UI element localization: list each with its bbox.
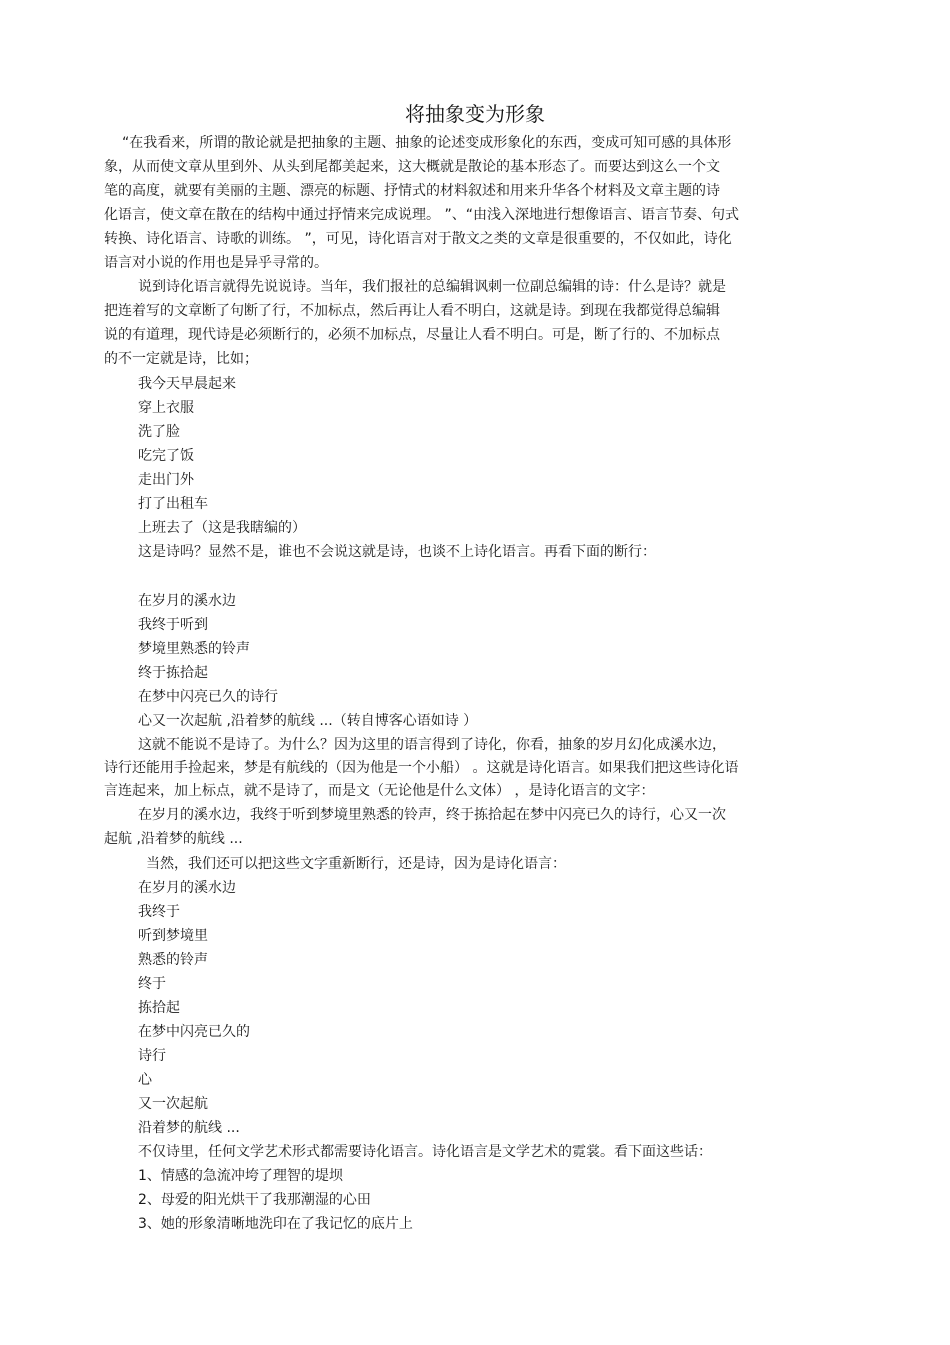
poem1-line: 走出门外 (138, 472, 194, 488)
poem2-line: 梦境里熟悉的铃声 (138, 641, 250, 657)
poem2-line: 心又一次起航 ,沿着梦的航线 ...（转自博客心语如诗 ） (138, 713, 478, 729)
poem1-line: 我今天早晨起来 (138, 376, 236, 392)
para6-line: 当然，我们还可以把这些文字重新断行，还是诗，因为是诗化语言： (146, 856, 566, 872)
example-item: 2、母爱的阳光烘干了我那潮湿的心田 (138, 1192, 371, 1208)
para5-line-2: 起航 ,沿着梦的航线 ... (104, 831, 243, 847)
poem3-line: 在岁月的溪水边 (138, 880, 236, 896)
poem3-line: 诗行 (138, 1048, 166, 1064)
para7-line: 不仅诗里，任何文学艺术形式都需要诗化语言。诗化语言是文学艺术的霓裳。看下面这些话： (138, 1144, 712, 1160)
poem1-line: 穿上衣服 (138, 400, 194, 416)
poem1-line: 吃完了饭 (138, 448, 194, 464)
document-title: 将抽象变为形象 (405, 102, 545, 126)
poem2-line: 我终于听到 (138, 617, 208, 633)
para4-line-1: 这就不能说不是诗了。为什么？因为这里的语言得到了诗化，你看，抽象的岁月幻化成溪水边， (138, 737, 726, 753)
poem2-line: 在梦中闪亮已久的诗行 (138, 689, 278, 705)
para2-line-3: 说的有道理，现代诗是必须断行的，必须不加标点，尽量让人看不明白。可是，断了行的、不加标点 (104, 327, 720, 343)
para2-line-1: 说到诗化语言就得先说说诗。当年，我们报社的总编辑讽刺一位副总编辑的诗：什么是诗？就是 (138, 279, 726, 295)
poem3-line: 心 (138, 1072, 152, 1088)
para1-line-1: “在我看来，所谓的散论就是把抽象的主题、抽象的论述变成形象化的东西，变成可知可感的具体形 (122, 135, 732, 151)
para2-line-4: 的不一定就是诗，比如； (104, 351, 258, 367)
poem3-line: 听到梦境里 (138, 928, 208, 944)
poem1-line: 打了出租车 (138, 496, 208, 512)
poem3-line: 拣拾起 (138, 1000, 180, 1016)
para4-line-2: 诗行还能用手捡起来，梦是有航线的（因为他是一个小船） 。这就是诗化语言。如果我们把这些诗化语 (104, 760, 739, 776)
poem3-line: 沿着梦的航线 ... (138, 1120, 240, 1136)
para5-line-1: 在岁月的溪水边，我终于听到梦境里熟悉的铃声，终于拣拾起在梦中闪亮已久的诗行，心又一次 (138, 807, 726, 823)
poem3-line: 熟悉的铃声 (138, 952, 208, 968)
example-item: 1、情感的急流冲垮了理智的堤坝 (138, 1168, 343, 1184)
poem1-line: 洗了脸 (138, 424, 180, 440)
para1-line-5: 转换、诗化语言、诗歌的训练。 ”，可见，诗化语言对于散文之类的文章是很重要的，不仅如此，诗化 (104, 231, 732, 247)
para2-line-2: 把连着写的文章断了句断了行，不加标点，然后再让人看不明白，这就是诗。到现在我都觉得总编辑 (104, 303, 720, 319)
poem3-line: 在梦中闪亮已久的 (138, 1024, 250, 1040)
para3-line: 这是诗吗？显然不是，谁也不会说这就是诗，也谈不上诗化语言。再看下面的断行： (138, 544, 656, 560)
para1-line-6: 语言对小说的作用也是异乎寻常的。 (104, 255, 328, 271)
poem2-line: 在岁月的溪水边 (138, 593, 236, 609)
poem3-line: 我终于 (138, 904, 180, 920)
para1-line-4: 化语言，使文章在散在的结构中通过抒情来完成说理。 ”、“由浅入深地进行想像语言、语言节奏、句式 (104, 207, 739, 223)
para1-line-3: 笔的高度，就要有美丽的主题、漂亮的标题、抒情式的材料叙述和用来升华各个材料及文章主题的诗 (104, 183, 720, 199)
poem3-line: 终于 (138, 976, 166, 992)
poem3-line: 又一次起航 (138, 1096, 208, 1112)
poem2-line: 终于拣拾起 (138, 665, 208, 681)
para1-line-2: 象，从而使文章从里到外、从头到尾都美起来，这大概就是散论的基本形态了。而要达到这么一个文 (104, 159, 720, 175)
para4-line-3: 言连起来，加上标点，就不是诗了，而是文（无论他是什么文体） ，是诗化语言的文字： (104, 783, 655, 799)
example-item: 3、她的形象清晰地洗印在了我记忆的底片上 (138, 1216, 413, 1232)
poem1-line: 上班去了（这是我瞎编的） (138, 520, 306, 536)
